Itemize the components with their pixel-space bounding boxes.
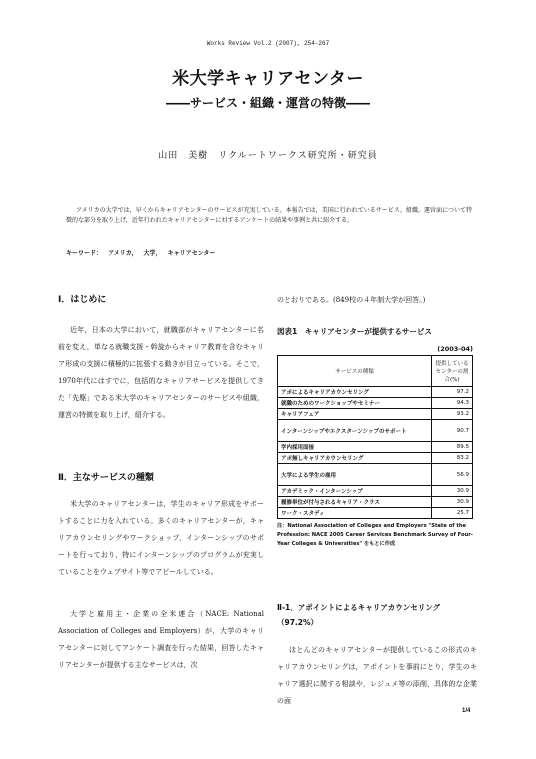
table-row (278, 420, 473, 442)
keyword-item: キャリアセンター (167, 250, 216, 257)
table-title: 図表1 キャリアセンターが提供するサービス (277, 327, 432, 336)
service-rate: 93.2 (432, 409, 473, 420)
service-rate: 97.2 (432, 387, 473, 398)
service-rate: 90.7 (432, 420, 473, 442)
service-rate: 83.2 (432, 453, 473, 464)
keywords-label: キーワード： (66, 250, 103, 257)
table-year: (2003-04) (437, 345, 473, 353)
service-rate: 30.9 (432, 497, 473, 508)
page-number: 1/4 (462, 708, 471, 714)
section-heading-intro: Ⅰ．はじめに (58, 295, 107, 305)
services-continuation: のとおりである。(849校の４年制大学が回答。) (277, 296, 426, 304)
author-line: 山田 美樹 リクルートワークス研究所・研究員 (158, 151, 378, 161)
service-name: キャリアフェア (278, 409, 432, 420)
service-name: 履修単位が付与されるキャリア・クラス (278, 497, 432, 508)
table-note: 注：National Association of Colleges and Employers "State of the Profession: NACE 2005 Career Services Benchmark Survey of Four-Year Colleges & Universities" をもとに作成 (277, 523, 473, 547)
table-row (278, 508, 473, 519)
service-name: インターンシップやエクスターンシップのサポート (278, 420, 432, 442)
services-paragraph-1: 米大学のキャリアセンターは，学生のキャリア形成をサポートすることに力を入れている。多くのキャリアセンターが，キャリアカウンセリングやワークショップ，インターンシップのサポートを行っており，特にインターンシップのプログラムが充実していることをウェブサイト等でアピールしている。 (58, 500, 264, 576)
section-heading-appointment-counseling: Ⅱ-1．アポイントによるキャリアカウンセリング（97.2%） (277, 603, 441, 627)
table-row (278, 497, 473, 508)
services-paragraph-2: 大学と雇用主・企業の全米連合（NACE: National Association of Colleges and Employers）が，大学のキャリアセンターに対してアンケート調査を行った結果，回答したキャリアセンターが提供する主なサービスは，次 (58, 610, 264, 669)
section2-1-block (277, 600, 477, 630)
table-row (278, 464, 473, 486)
table-row (278, 398, 473, 409)
table-row (278, 453, 473, 464)
left-column-section2 (58, 470, 264, 483)
table-row (278, 387, 473, 398)
keyword-item: 大学， (143, 250, 162, 257)
left-column (58, 292, 264, 305)
running-head: Works Review Vol.2 (2007), 254-267 (206, 40, 330, 47)
table-row (278, 442, 473, 453)
service-rate: 94.3 (432, 398, 473, 409)
paper-title: 米大学キャリアセンター (172, 69, 364, 89)
table-header-service: サービスの種類 (278, 356, 432, 387)
service-rate: 89.5 (432, 442, 473, 453)
service-name: アポ無しキャリアカウンセリング (278, 453, 432, 464)
keyword-item: アメリカ， (108, 250, 138, 257)
service-name: アポによるキャリアカウンセリング (278, 387, 432, 398)
table-row (278, 409, 473, 420)
paper-subtitle: ――サービス・組織・運営の特徴―― (165, 96, 370, 110)
service-rate: 56.9 (432, 464, 473, 486)
service-name: 就職のためのワークショップやセミナー (278, 398, 432, 409)
table-block (277, 326, 477, 549)
service-rate: 30.9 (432, 486, 473, 497)
intro-paragraph: 近年，日本の大学において，就職部がキャリアセンターに名前を変え，単なる就職支援・斡旋からキャリア教育を含むキャリア形成の支援に積極的に拡張する動きが目立っている。そこで，1970年代にはすでに，包括的なキャリアサービスを提供してきた「先駆」である米大学のキャリアセンターのサービスや組織，運営の特徴を取り上げ，紹介する。 (58, 326, 264, 419)
service-name: ワーク・スタディ (278, 508, 432, 519)
section-heading-services: Ⅱ．主なサービスの種類 (58, 473, 154, 483)
service-name: 大学による学生の雇用 (278, 464, 432, 486)
service-name: 学内採用面接 (278, 442, 432, 453)
service-name: アカデミック・インターンシップ (278, 486, 432, 497)
service-rate: 25.7 (432, 508, 473, 519)
table-row (278, 486, 473, 497)
table-header-row (278, 356, 473, 387)
keywords (66, 248, 472, 257)
appointment-counseling-paragraph: ほとんどのキャリアセンターが提供しているこの形式のキャリアカウンセリングは，アポイントを事前にとり，学生のキャリア選択に関する相談や，レジュメ等の添削，具体的な企業の面 (277, 646, 477, 705)
services-table (277, 355, 473, 519)
abstract: アメリカの大学では，早くからキャリアセンターのサービスが充実している。本報告では，美国に行われているサービス，組織，運営面について特徴的な部分を取り上げ，近年行われたキャリアセンターに対するアンケートの結果や事例と共に紹介する。 (66, 207, 472, 224)
table-header-rate: 提供しているセンターの割合(%) (432, 356, 473, 387)
